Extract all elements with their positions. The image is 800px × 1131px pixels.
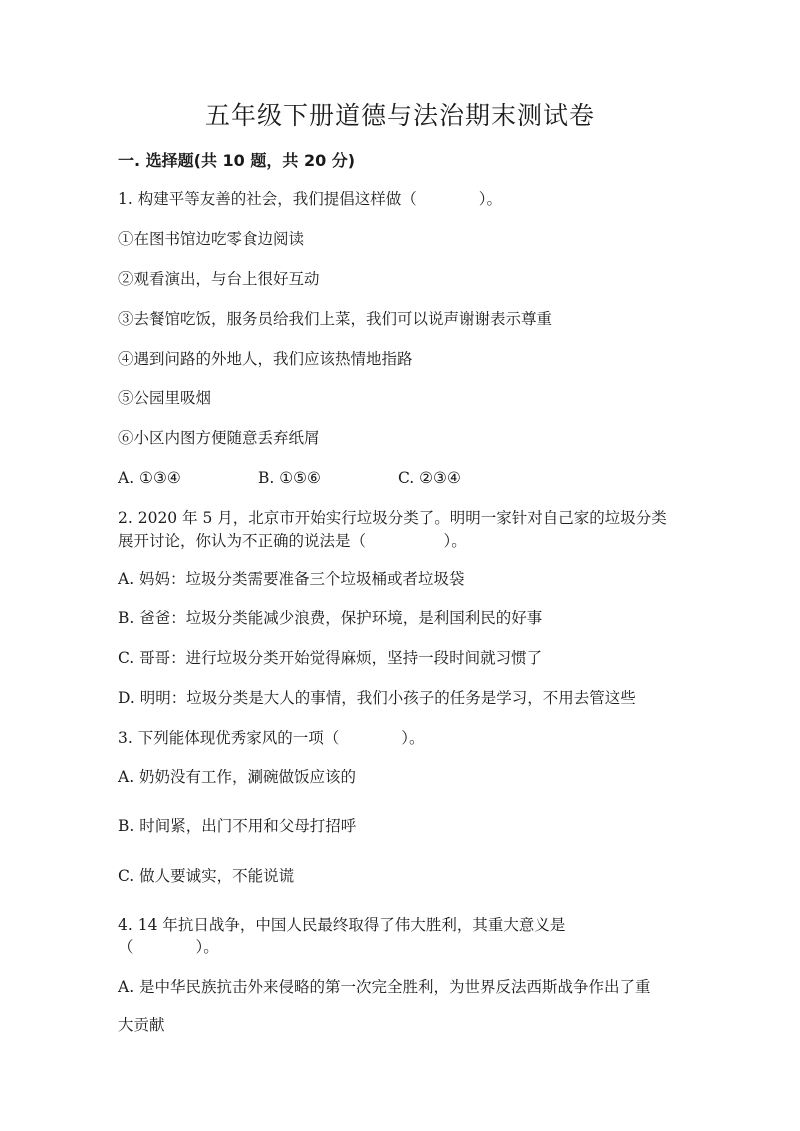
question-1-options — [118, 467, 461, 489]
question-4-option-a-line-2: 大贡献 — [118, 1016, 165, 1034]
question-1-option-a: A. ①③④ — [118, 469, 181, 487]
question-1-stem: 1. 构建平等友善的社会，我们提倡这样做（ ）。 — [118, 190, 502, 208]
question-4-stem-line-1: 4. 14 年抗日战争，中国人民最终取得了伟大胜利，其重大意义是 — [118, 916, 566, 934]
question-1-item-2: ②观看演出，与台上很好互动 — [118, 270, 320, 288]
question-1-item-3: ③去餐馆吃饭，服务员给我们上菜，我们可以说声谢谢表示尊重 — [118, 310, 553, 328]
question-2-option-d: D. 明明：垃圾分类是大人的事情，我们小孩子的任务是学习，不用去管这些 — [118, 689, 636, 707]
question-1-item-1: ①在图书馆边吃零食边阅读 — [118, 230, 305, 248]
question-2-stem-line-2: 展开讨论，你认为不正确的说法是（ ）。 — [118, 532, 467, 550]
question-2-option-b: B. 爸爸：垃圾分类能减少浪费，保护环境，是利国利民的好事 — [118, 609, 543, 627]
question-2-stem-line-1: 2. 2020 年 5 月，北京市开始实行垃圾分类了。明明一家针对自己家的垃圾分类 — [118, 509, 667, 527]
question-4-option-a-line-1: A. 是中华民族抗击外来侵略的第一次完全胜利，为世界反法西斯战争作出了重 — [118, 978, 651, 996]
question-2-option-a: A. 妈妈：垃圾分类需要准备三个垃圾桶或者垃圾袋 — [118, 570, 465, 588]
question-1-option-b: B. ①⑤⑥ — [258, 469, 321, 487]
section-heading: 一. 选择题(共 10 题，共 20 分) — [118, 151, 356, 170]
question-1-item-4: ④遇到问路的外地人，我们应该热情地指路 — [118, 350, 413, 368]
question-3-option-b: B. 时间紧，出门不用和父母打招呼 — [118, 817, 357, 835]
question-2-option-c: C. 哥哥：进行垃圾分类开始觉得麻烦，坚持一段时间就习惯了 — [118, 649, 543, 667]
question-1-item-5: ⑤公园里吸烟 — [118, 389, 212, 407]
question-4-stem-line-2: （ ）。 — [118, 938, 219, 956]
question-3-stem: 3. 下列能体现优秀家风的一项（ ）。 — [118, 729, 425, 747]
question-1-item-6: ⑥小区内图方便随意丢弃纸屑 — [118, 429, 320, 447]
page-title: 五年级下册道德与法治期末测试卷 — [204, 101, 595, 130]
question-1-option-c: C. ②③④ — [398, 469, 461, 487]
question-3-option-a: A. 奶奶没有工作，涮碗做饭应该的 — [118, 768, 357, 786]
question-3-option-c: C. 做人要诚实，不能说谎 — [118, 867, 295, 885]
